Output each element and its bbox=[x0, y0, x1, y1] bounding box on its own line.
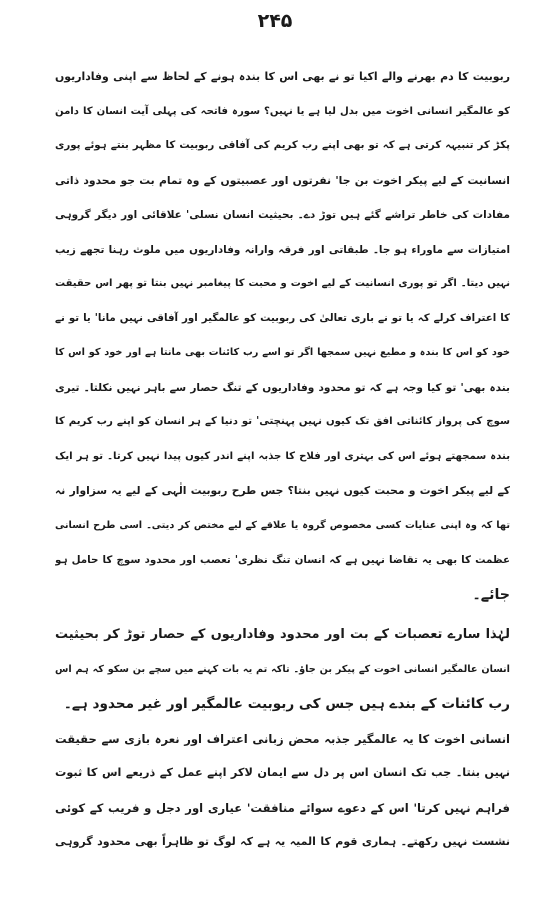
text-line: بندہ بھی' تو کیا وجہ ہے کہ تو محدود وفاداریوں کے تنگ حصار سے باہر نہیں نکلتا۔ تیری bbox=[55, 381, 510, 394]
page-number: ۲۴۵ bbox=[257, 10, 293, 32]
paragraph bbox=[55, 722, 510, 860]
text-line: کو عالمگیر انسانی اخوت میں بدل لیا ہے یا نہیں؟ سورہ فاتحہ کی پہلی آیت انسان کا دامن bbox=[55, 105, 510, 117]
text-line: جائے۔ bbox=[472, 586, 510, 603]
text-line: انسانی اخوت کا یہ عالمگیر جذبہ محض زبانی اعتراف اور نعرہ بازی سے حقیقت bbox=[55, 731, 510, 746]
text-line: سوچ کی پرواز کائناتی افق تک کیوں نہیں پہنچتی' تو دنیا کے ہر انسان کو اپنے رب کریم کا bbox=[55, 416, 510, 427]
text-line: تھا کہ وہ اپنی عنایات کسی مخصوص گروہ یا علاقے کے لیے مختص کر دیتی۔ اسی طرح انسانی bbox=[55, 519, 510, 531]
text-line: رب کائنات کے بندے ہیں جس کی ربوبیت عالمگیر اور غیر محدود ہے۔ bbox=[63, 696, 510, 712]
text-line: امتیازات سے ماوراء ہو جا۔ طبقاتی اور فرقہ وارانہ وفاداریوں میں ملوث رہنا تجھے زیب bbox=[55, 243, 510, 256]
text-line: ربوبیت کا دم بھرنے والے اکیا تو نے بھی اس کا بندہ ہونے کے لحاظ سے اپنی وفاداریوں bbox=[55, 70, 510, 83]
body-text bbox=[55, 60, 510, 860]
text-line: فراہم نہیں کرتا' اس کے دعوے سوائے منافقت' عیاری اور دجل و فریب کے کوئی bbox=[55, 800, 510, 815]
text-line: لہٰذا سارے تعصبات کے بت اور محدود وفاداریوں کے حصار توڑ کر بحیثیت bbox=[55, 627, 510, 642]
text-line: عظمت کا بھی یہ تقاضا نہیں ہے کہ انسان تنگ نظری' تعصب اور محدود سوچ کا حامل ہو bbox=[55, 554, 510, 566]
text-line: نہیں بنتا۔ جب تک انسان اس پر دل سے ایمان لاکر اپنے عمل کے ذریعے اس کا ثبوت bbox=[55, 766, 510, 779]
text-line: نہیں دیتا۔ اگر تو پوری انسانیت کے لیے اخوت و محبت کا پیغامبر نہیں بنتا تو پھر اس حقیقت bbox=[55, 278, 510, 289]
paragraph bbox=[55, 618, 510, 722]
text-line: انسان عالمگیر انسانی اخوت کے پیکر بن جاؤ۔ تاکہ تم یہ بات کہنے میں سچے بن سکو کہ ہم اس bbox=[55, 663, 510, 675]
text-line: نشست نہیں رکھتے۔ ہماری قوم کا المیہ یہ ہے کہ لوگ تو ظاہراً بھی محدود گروہی bbox=[55, 835, 510, 848]
paragraph bbox=[55, 60, 510, 612]
text-line: کے لیے پیکر اخوت و محبت کیوں نہیں بنتا؟ جس طرح ربوبیت الٰہی کے لیے یہ سزاوار نہ bbox=[55, 484, 510, 497]
text-line: کا اعتراف کرلے کہ یا تو نے باری تعالیٰ کی ربوبیت کو عالمگیر اور آفاقی نہیں مانا' یا تو نے bbox=[55, 312, 510, 324]
text-line: پکڑ کر تنبیہہ کرتی ہے کہ تو بھی اپنے رب کریم کی آفاقی ربوبیت کا مظہر بنتے ہوئے پوری bbox=[55, 140, 510, 151]
text-line: انسانیت کے لیے پیکر اخوت بن جا' نفرتوں اور عصبیتوں کے وہ تمام بت جو محدود ذاتی bbox=[55, 173, 510, 187]
text-line: مفادات کی خاطر تراشے گئے ہیں توڑ دے۔ بحیثیت انسان نسلی' علاقائی اور دیگر گروہی bbox=[55, 209, 510, 221]
text-line: بندہ سمجھتے ہوئے اس کی بہتری اور فلاح کا جذبہ اپنے اندر کیوں پیدا نہیں کرتا۔ تو ہر ایک bbox=[55, 450, 510, 462]
text-line: خود کو اس کا بندہ و مطیع نہیں سمجھا اگر تو اسے رب کائنات بھی مانتا ہے اور خود کو اس کا bbox=[55, 347, 510, 358]
